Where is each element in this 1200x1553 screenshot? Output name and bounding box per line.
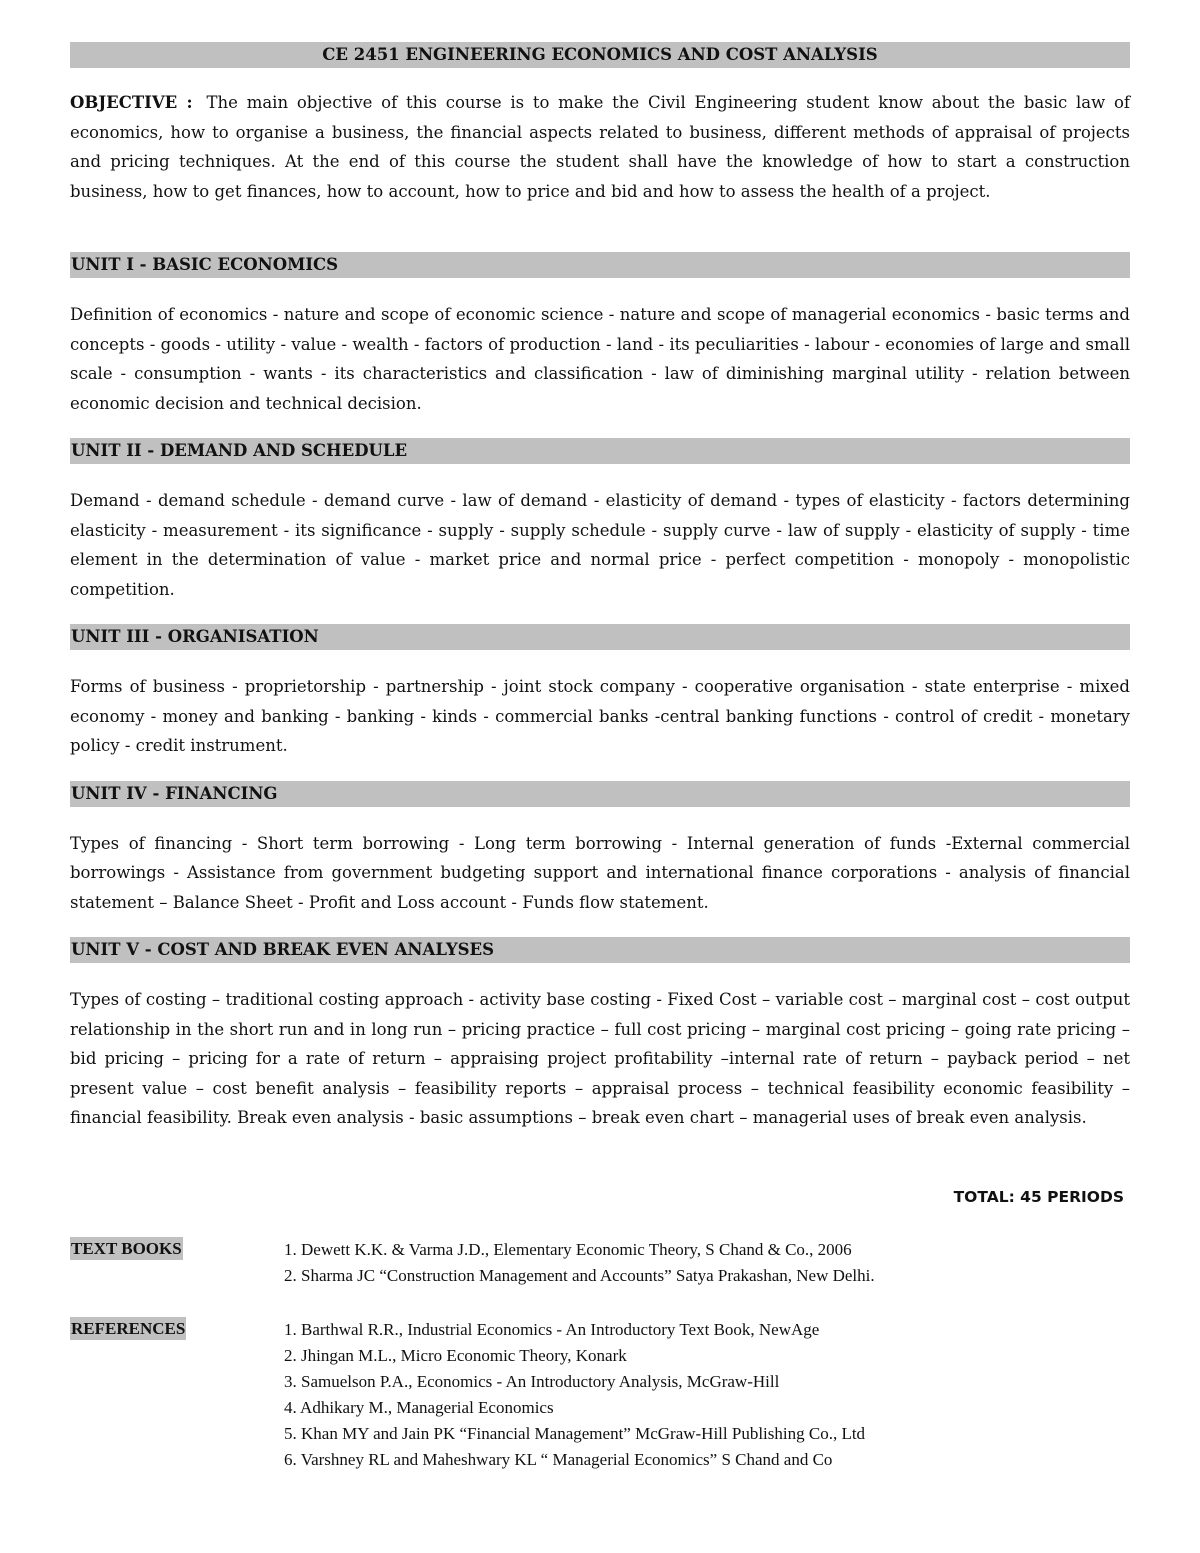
references-list [284, 1317, 865, 1473]
objective-paragraph [70, 88, 1130, 206]
list-item: 4. Adhikary M., Managerial Economics [284, 1398, 554, 1417]
list-item: 1. Dewett K.K. & Varma J.D., Elementary Economic Theory, S Chand & Co., 2006 [284, 1240, 852, 1259]
text-books-list [284, 1237, 875, 1289]
objective-label: OBJECTIVE : [70, 93, 193, 112]
list-item: 2. Jhingan M.L., Micro Economic Theory, Konark [284, 1346, 627, 1365]
total-periods: TOTAL: 45 PERIODS [953, 1188, 1124, 1206]
text-books-section [70, 1237, 1130, 1297]
unit-3-title: UNIT III - ORGANISATION [70, 624, 1130, 650]
unit-1-content: Definition of economics - nature and scope of economic science - nature and scope of managerial economics - basic terms and concepts - goods - utility - value - wealth - factors of production - land - its peculiarities - labour - economies of large and small scale - consumption - wants - its characteristics and classification - law of diminishing marginal utility - relation between economic decision and technical decision. [70, 305, 1130, 413]
references-section [70, 1317, 1130, 1487]
unit-5-title: UNIT V - COST AND BREAK EVEN ANALYSES [70, 937, 1130, 963]
unit-5-content: Types of costing – traditional costing approach - activity base costing - Fixed Cost – variable cost – marginal cost – cost output relationship in the short run and in long run – pricing practice – full cost pricing – marginal cost pricing – going rate pricing – bid pricing – pricing for a rate of return – appraising project profitability –internal rate of return – payback period – net present value – cost benefit analysis – feasibility reports – appraisal process – technical feasibility economic feasibility – financial feasibility. Break even analysis - basic assumptions – break even chart – managerial uses of break even analysis. [70, 990, 1130, 1127]
course-title: CE 2451 ENGINEERING ECONOMICS AND COST ANALYSIS [70, 42, 1130, 68]
unit-1-title: UNIT I - BASIC ECONOMICS [70, 252, 1130, 278]
list-item: 3. Samuelson P.A., Economics - An Introductory Analysis, McGraw-Hill [284, 1372, 780, 1391]
total-row [70, 1188, 1130, 1218]
unit-2-title: UNIT II - DEMAND AND SCHEDULE [70, 438, 1130, 464]
unit-2-content: Demand - demand schedule - demand curve - law of demand - elasticity of demand - types of elasticity - factors determining elasticity - measurement - its significance - supply - supply schedule - supply curve - law of supply - elasticity of supply - time element in the determination of value - market price and normal price - perfect competition - monopoly - monopolistic competition. [70, 491, 1130, 599]
unit-4-title: UNIT IV - FINANCING [70, 781, 1130, 807]
objective-text: The main objective of this course is to make the Civil Engineering student know about the basic law of economics, how to organise a business, the financial aspects related to business, different methods of appraisal of projects and pricing techniques. At the end of this course the student shall have the knowledge of how to start a construction business, how to get finances, how to account, how to price and bid and how to assess the health of a project. [70, 93, 1130, 201]
unit-4-content: Types of financing - Short term borrowing - Long term borrowing - Internal generation of funds -External commercial borrowings - Assistance from government budgeting support and international finance corporations - analysis of financial statement – Balance Sheet - Profit and Loss account - Funds flow statement. [70, 833, 1130, 912]
list-item: 1. Barthwal R.R., Industrial Economics - An Introductory Text Book, NewAge [284, 1320, 820, 1339]
list-item: 2. Sharma JC “Construction Management and Accounts” Satya Prakashan, New Delhi. [284, 1266, 875, 1285]
list-item: 6. Varshney RL and Maheshwary KL “ Managerial Economics” S Chand and Co [284, 1450, 833, 1469]
list-item: 5. Khan MY and Jain PK “Financial Management” McGraw-Hill Publishing Co., Ltd [284, 1424, 866, 1443]
unit-3-content: Forms of business - proprietorship - partnership - joint stock company - cooperative organisation - state enterprise - mixed economy - money and banking - banking - kinds - commercial banks -central banking functions - control of credit - monetary policy - credit instrument. [70, 677, 1130, 755]
text-books-label: TEXT BOOKS [71, 1239, 182, 1258]
syllabus-page [70, 42, 1130, 1133]
references-label: REFERENCES [71, 1319, 186, 1338]
